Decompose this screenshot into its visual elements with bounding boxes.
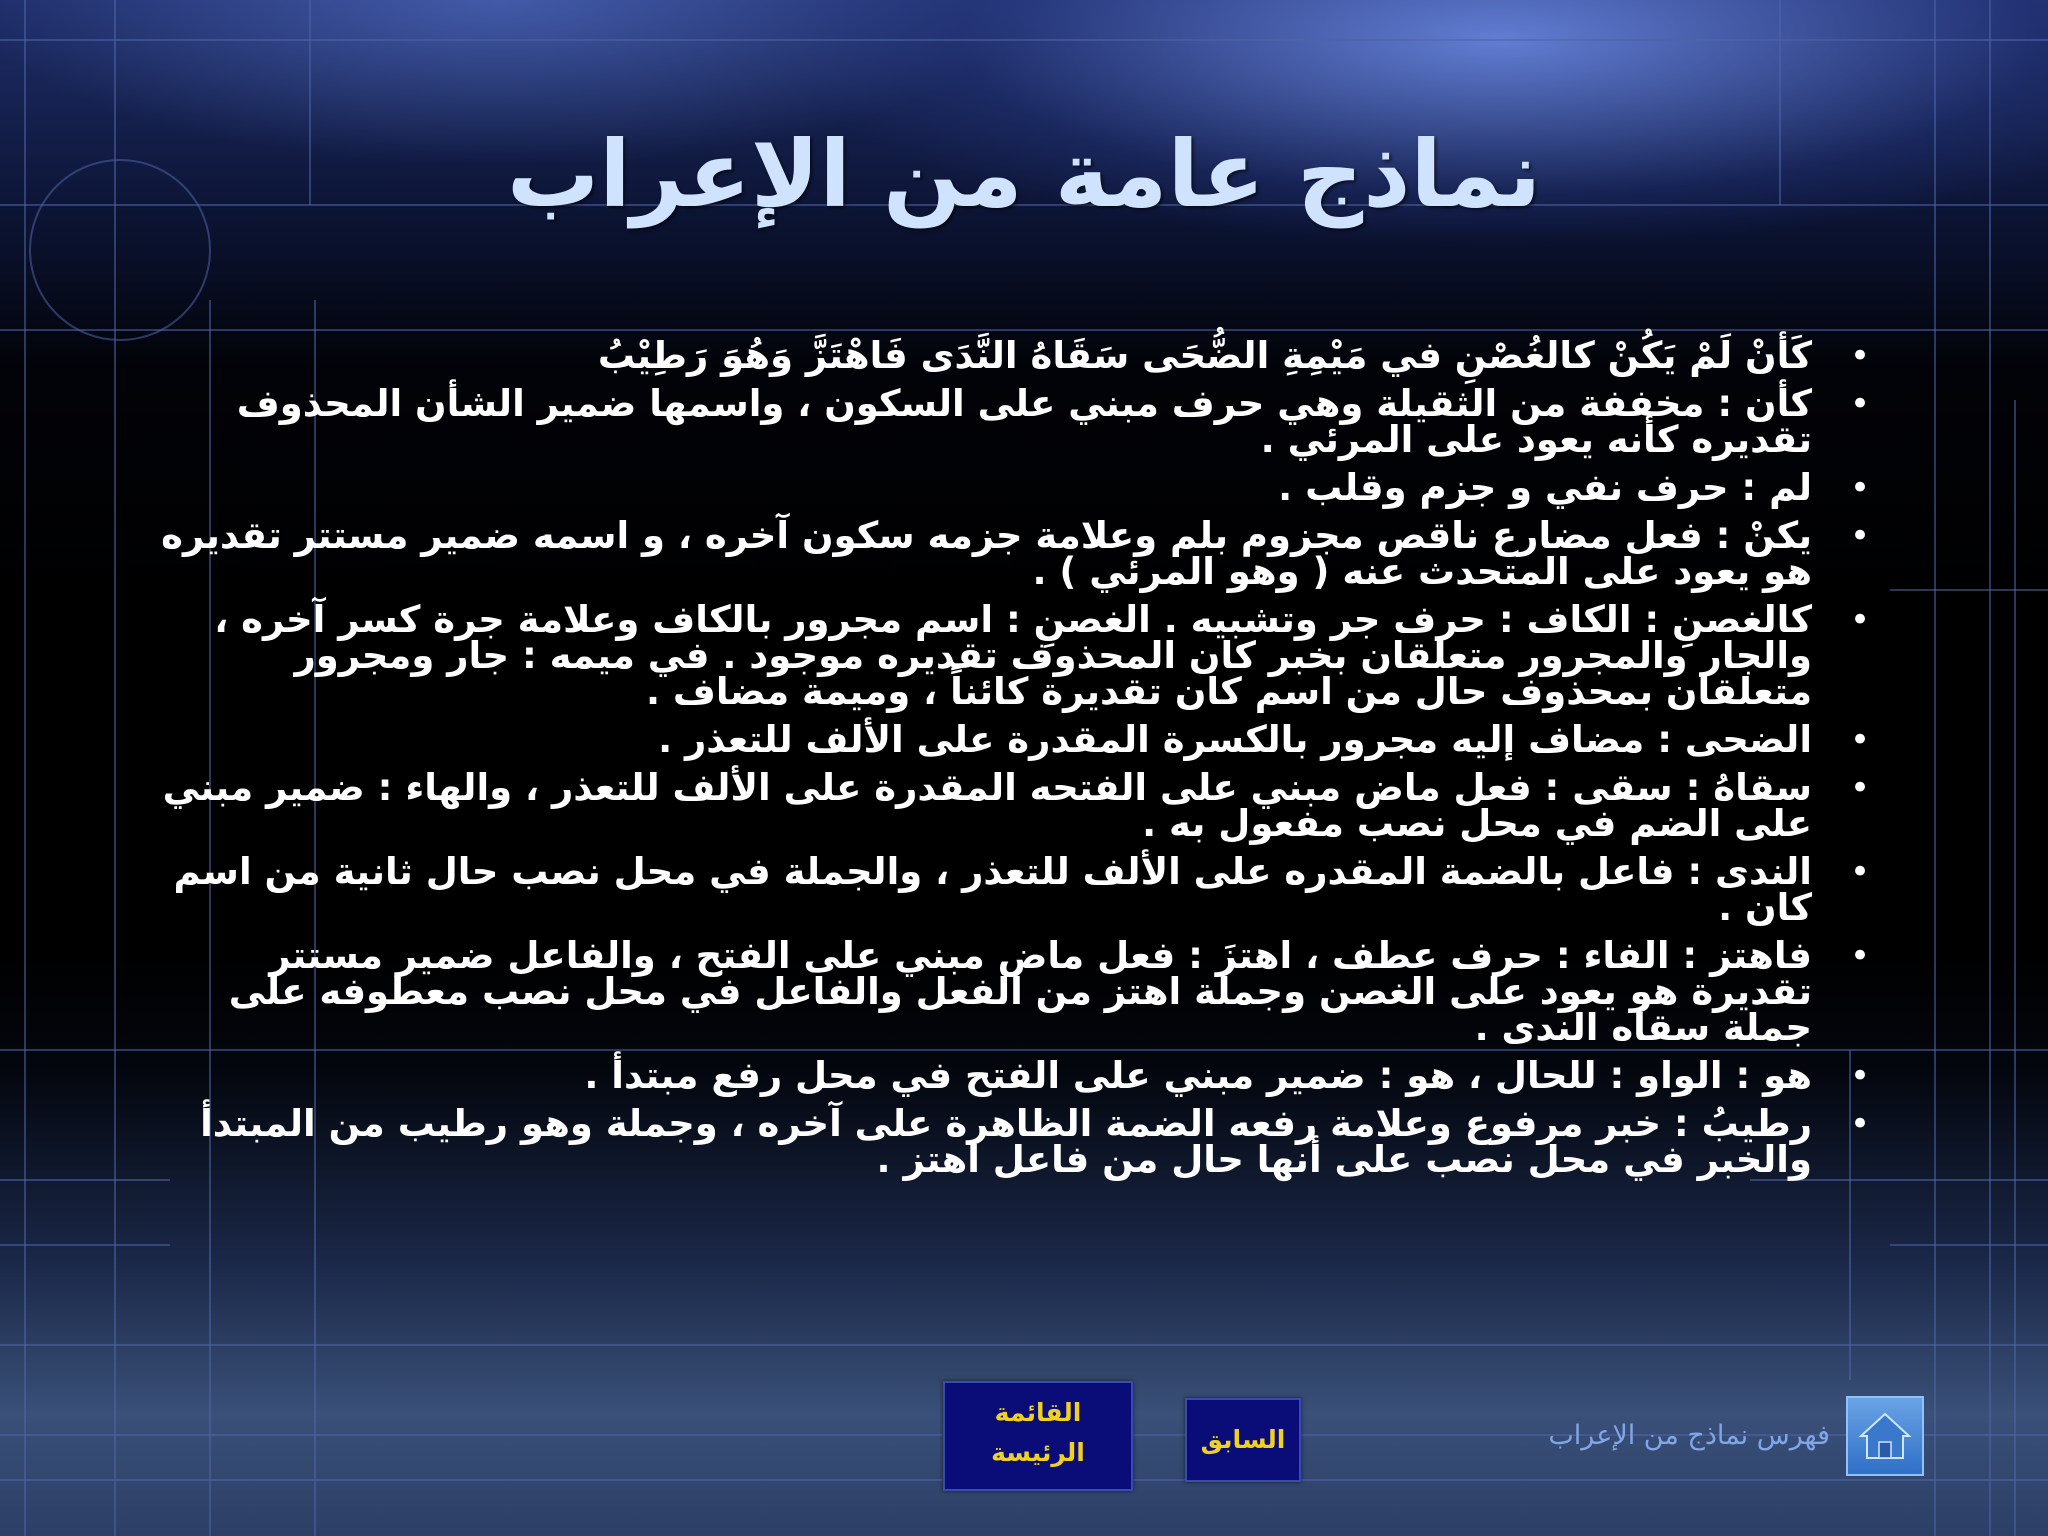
list-item	[140, 1054, 1880, 1097]
parsing-text: فاهتز : الفاء : حرف عطف ، اهتزَ : فعل ماض مبني على الفتح ، والفاعل ضمير مستتر تقديرة هو يعود على الغصن وجملة اهتز من الفعل والفاعل في محل نصب معطوفه على جملة سقاه الندى .	[228, 934, 1812, 1049]
bullet-icon: •	[1849, 852, 1871, 892]
parsing-text: رطيبُ : خبر مرفوع وعلامة رفعه الضمة الظاهرة على آخره ، وجملة وهو رطيب من المبتدأ والخبر في محل نصب على أنها حال من فاعل اهتز .	[200, 1102, 1812, 1181]
list-item	[140, 850, 1880, 929]
bullet-icon: •	[1849, 936, 1871, 976]
bullet-icon: •	[1849, 600, 1871, 640]
list-item	[140, 934, 1880, 1049]
parsing-text: كأن : مخففة من الثقيلة وهي حرف مبني على السكون ، واسمها ضمير الشأن المحذوف تقديره كأنه يعود على المرئي .	[236, 382, 1812, 461]
bullet-icon: •	[1849, 720, 1871, 760]
list-item	[140, 766, 1880, 845]
parsing-text: الضحى : مضاف إليه مجرور بالكسرة المقدرة على الألف للتعذر .	[658, 718, 1812, 761]
main-menu-label-line2: الرئيسة	[991, 1438, 1085, 1467]
bullet-icon: •	[1849, 336, 1871, 376]
slide-title: نماذج عامة من الإعراب	[506, 121, 1542, 228]
home-icon	[1857, 1408, 1913, 1464]
index-link[interactable]: فهرس نماذج من الإعراب	[1548, 1420, 1830, 1451]
home-button[interactable]	[1846, 1396, 1924, 1476]
bullet-icon: •	[1849, 384, 1871, 424]
list-item	[140, 598, 1880, 713]
list-item	[140, 334, 1880, 377]
parsing-text: يكنْ : فعل مضارع ناقص مجزوم بلم وعلامة جزمه سكون آخره ، و اسمه ضمير مستتر تقديره هو يعود على المتحدث عنه ( وهو المرئي ) .	[161, 514, 1812, 593]
list-item	[140, 514, 1880, 593]
parsing-text: لم : حرف نفي و جزم وقلب .	[1278, 466, 1812, 509]
main-menu-label-line1: القائمة	[994, 1398, 1082, 1427]
content-list	[140, 334, 1880, 1190]
previous-label: السابق	[1200, 1425, 1286, 1454]
bullet-icon: •	[1849, 516, 1871, 556]
list-item	[140, 1102, 1880, 1181]
parsing-text: الندى : فاعل بالضمة المقدره على الألف للتعذر ، والجملة في محل نصب حال ثانية من اسم كان .	[173, 850, 1812, 929]
verse-text: كَأنْ لَمْ يَكُنْ كالغُصْنِ في مَيْمِةِ الضُّحَى سَقَاهُ النَّدَى فَاهْتَزَّ وَهُوَ رَطِيْبُ	[597, 334, 1812, 377]
main-menu-button[interactable]	[943, 1381, 1133, 1491]
list-item	[140, 466, 1880, 509]
previous-button[interactable]	[1185, 1398, 1301, 1482]
bullet-icon: •	[1849, 468, 1871, 508]
bullet-icon: •	[1849, 768, 1871, 808]
bullet-icon: •	[1849, 1104, 1871, 1144]
parsing-text: سقاهُ : سقى : فعل ماض مبني على الفتحه المقدرة على الألف للتعذر ، والهاء : ضمير مبني على الضم في محل نصب مفعول به .	[162, 766, 1812, 845]
parsing-text: كالغصنِ : الكاف : حرف جر وتشبيه . الغصنِ : اسم مجرور بالكاف وعلامة جرة كسر آخره ، والجار والمجرور متعلقان بخبر كان المحذوف تقديره موجود . في ميمه : جار ومجرور متعلقان بمحذوف حال من اسم كان تقديرة كائناً ، وميمة مضاف .	[214, 598, 1812, 713]
list-item	[140, 718, 1880, 761]
bullet-icon: •	[1849, 1056, 1871, 1096]
list-item	[140, 382, 1880, 461]
parsing-text: هو : الواو : للحال ، هو : ضمير مبني على الفتح في محل رفع مبتدأ .	[584, 1054, 1812, 1097]
